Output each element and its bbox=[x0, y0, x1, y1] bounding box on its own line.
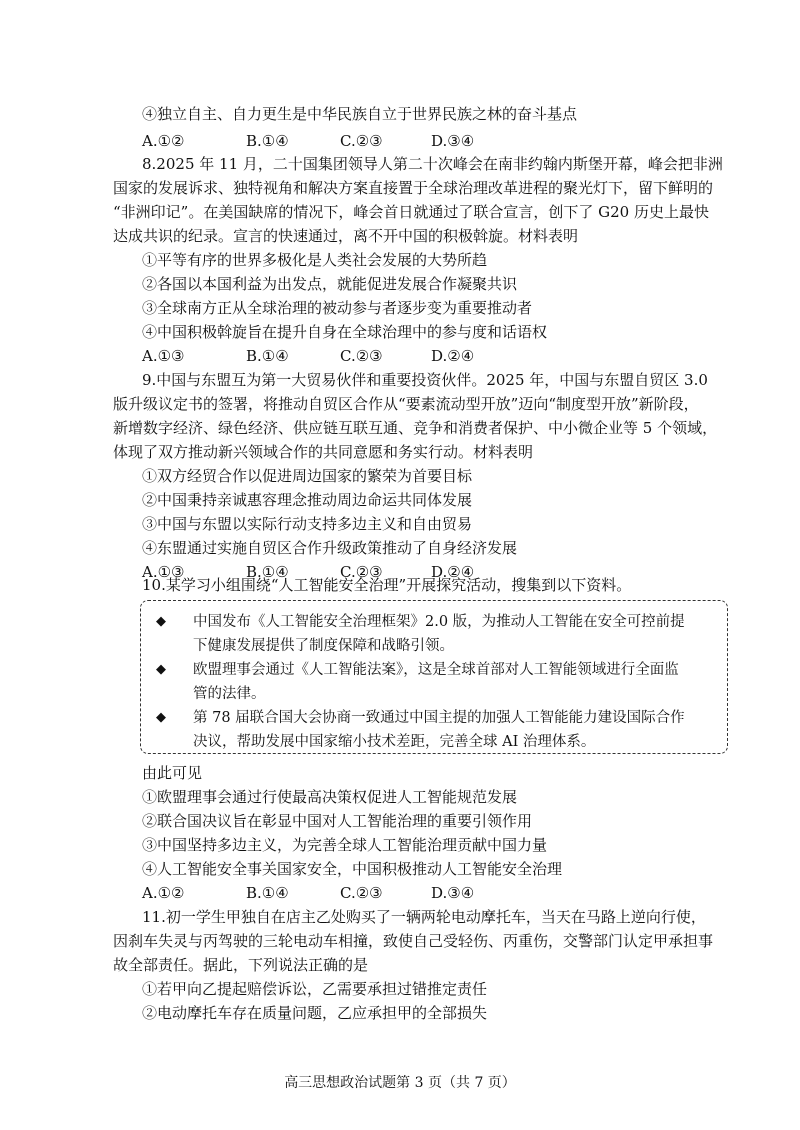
q7-option-d: D.③④ bbox=[431, 132, 475, 150]
q9-option-b: B.①④ bbox=[246, 563, 289, 581]
q10-material-1-line-1: 中国发布《人工智能安全治理框架》2.0 版，为推动人工智能在安全可控前提 bbox=[193, 614, 685, 630]
q10-material-1-line-2: 下健康发展提供了制度保障和战略引领。 bbox=[193, 638, 454, 654]
q7-option-c: C.②③ bbox=[340, 132, 383, 150]
q10-item-3: ③中国坚持多边主义，为完善全球人工智能治理贡献中国力量 bbox=[142, 836, 548, 854]
q11-stem-line-3: 故全部责任。据此，下列说法正确的是 bbox=[113, 956, 369, 974]
q10-option-a: A.①② bbox=[142, 884, 185, 902]
q9-item-3: ③中国与东盟以实际行动支持多边主义和自由贸易 bbox=[142, 515, 473, 533]
q10-material-3-line-2: 决议，帮助发展中国家缩小技术差距，完善全球 AI 治理体系。 bbox=[193, 734, 596, 750]
diamond-bullet-icon: ◆ bbox=[156, 662, 166, 677]
q8-option-c: C.②③ bbox=[340, 347, 383, 365]
diamond-bullet-icon: ◆ bbox=[156, 614, 166, 629]
q10-item-2: ②联合国决议旨在彰显中国对人工智能治理的重要引领作用 bbox=[142, 812, 533, 830]
q8-option-a: A.①③ bbox=[142, 347, 185, 365]
q8-stem-line-1: 8.2025 年 11 月，二十国集团领导人第二十次峰会在南非约翰内斯堡开幕，峰会把非洲 bbox=[142, 155, 723, 173]
q8-item-3: ③全球南方正从全球治理的被动参与者逐步变为重要推动者 bbox=[142, 299, 533, 317]
q8-item-1: ①平等有序的世界多极化是人类社会发展的大势所趋 bbox=[142, 251, 488, 269]
q8-item-4: ④中国积极斡旋旨在提升自身在全球治理中的参与度和话语权 bbox=[142, 323, 548, 341]
q10-material-box bbox=[140, 600, 728, 754]
q10-material-2-line-2: 管的法律。 bbox=[193, 686, 266, 702]
q7-item-4: ④独立自主、自力更生是中华民族自立于世界民族之林的奋斗基点 bbox=[142, 105, 578, 123]
q11-item-2: ②电动摩托车存在质量问题，乙应承担甲的全部损失 bbox=[142, 1004, 488, 1022]
q9-stem-line-4: 体现了双方推动新兴领域合作的共同意愿和务实行动。材料表明 bbox=[113, 443, 534, 461]
q8-stem-line-4: 达成共识的纪录。宣言的快速通过，离不开中国的积极斡旋。材料表明 bbox=[113, 227, 579, 245]
q8-stem-line-2: 国家的发展诉求、独特视角和解决方案直接置于全球治理改革进程的聚光灯下，留下鲜明的 bbox=[113, 179, 714, 197]
diamond-bullet-icon: ◆ bbox=[156, 710, 166, 725]
q9-option-c: C.②③ bbox=[340, 563, 383, 581]
q11-stem-line-2: 因刹车失灵与丙驾驶的三轮电动车相撞，致使自己受轻伤、丙重伤，交警部门认定甲承担事 bbox=[113, 932, 714, 950]
q10-option-d: D.③④ bbox=[431, 884, 475, 902]
q10-material-3-line-1: 第 78 届联合国大会协商一致通过中国主提的加强人工智能能力建设国际合作 bbox=[193, 710, 685, 726]
q9-item-4: ④东盟通过实施自贸区合作升级政策推动了自身经济发展 bbox=[142, 539, 518, 557]
q9-item-2: ②中国秉持亲诚惠容理念推动周边命运共同体发展 bbox=[142, 491, 473, 509]
q9-option-a: A.①③ bbox=[142, 563, 185, 581]
q11-item-1: ①若甲向乙提起赔偿诉讼，乙需要承担过错推定责任 bbox=[142, 980, 488, 998]
q10-stem: 10.某学习小组围绕“人工智能安全治理”开展探究活动，搜集到以下资料。 bbox=[142, 576, 632, 594]
q9-stem-line-3: 新增数字经济、绿色经济、供应链互联互通、竞争和消费者保护、中小微企业等 5 个领域， bbox=[113, 419, 718, 437]
q7-option-b: B.①④ bbox=[246, 132, 289, 150]
q10-option-b: B.①④ bbox=[246, 884, 289, 902]
q9-item-1: ①双方经贸合作以促进周边国家的繁荣为首要目标 bbox=[142, 467, 473, 485]
q9-stem-line-1: 9.中国与东盟互为第一大贸易伙伴和重要投资伙伴。2025 年，中国与东盟自贸区 3.0 bbox=[142, 371, 708, 389]
q9-stem-line-2: 版升级议定书的签署，将推动自贸区合作从“要素流动型开放”迈向“制度型开放”新阶段， bbox=[113, 395, 699, 413]
q10-material-2-line-1: 欧盟理事会通过《人工智能法案》，这是全球首部对人工智能领域进行全面监 bbox=[193, 662, 679, 678]
q11-stem-line-1: 11.初一学生甲独自在店主乙处购买了一辆两轮电动摩托车，当天在马路上逆向行使， bbox=[142, 908, 706, 926]
q8-item-2: ②各国以本国利益为出发点，就能促进发展合作凝聚共识 bbox=[142, 275, 518, 293]
q10-item-4: ④人工智能安全事关国家安全，中国积极推动人工智能安全治理 bbox=[142, 860, 563, 878]
q9-option-d: D.②④ bbox=[431, 563, 475, 581]
page-footer: 高三思想政治试题第 3 页（共 7 页） bbox=[284, 1075, 516, 1091]
q10-option-c: C.②③ bbox=[340, 884, 383, 902]
q8-stem-line-3: “非洲印记”。在美国缺席的情况下，峰会首日就通过了联合宣言，创下了 G20 历史上最快 bbox=[113, 203, 709, 221]
q7-option-a: A.①② bbox=[142, 132, 185, 150]
q10-item-1: ①欧盟理事会通过行使最高决策权促进人工智能规范发展 bbox=[142, 788, 518, 806]
q8-option-b: B.①④ bbox=[246, 347, 289, 365]
q10-lead: 由此可见 bbox=[142, 764, 203, 782]
q8-option-d: D.②④ bbox=[431, 347, 475, 365]
